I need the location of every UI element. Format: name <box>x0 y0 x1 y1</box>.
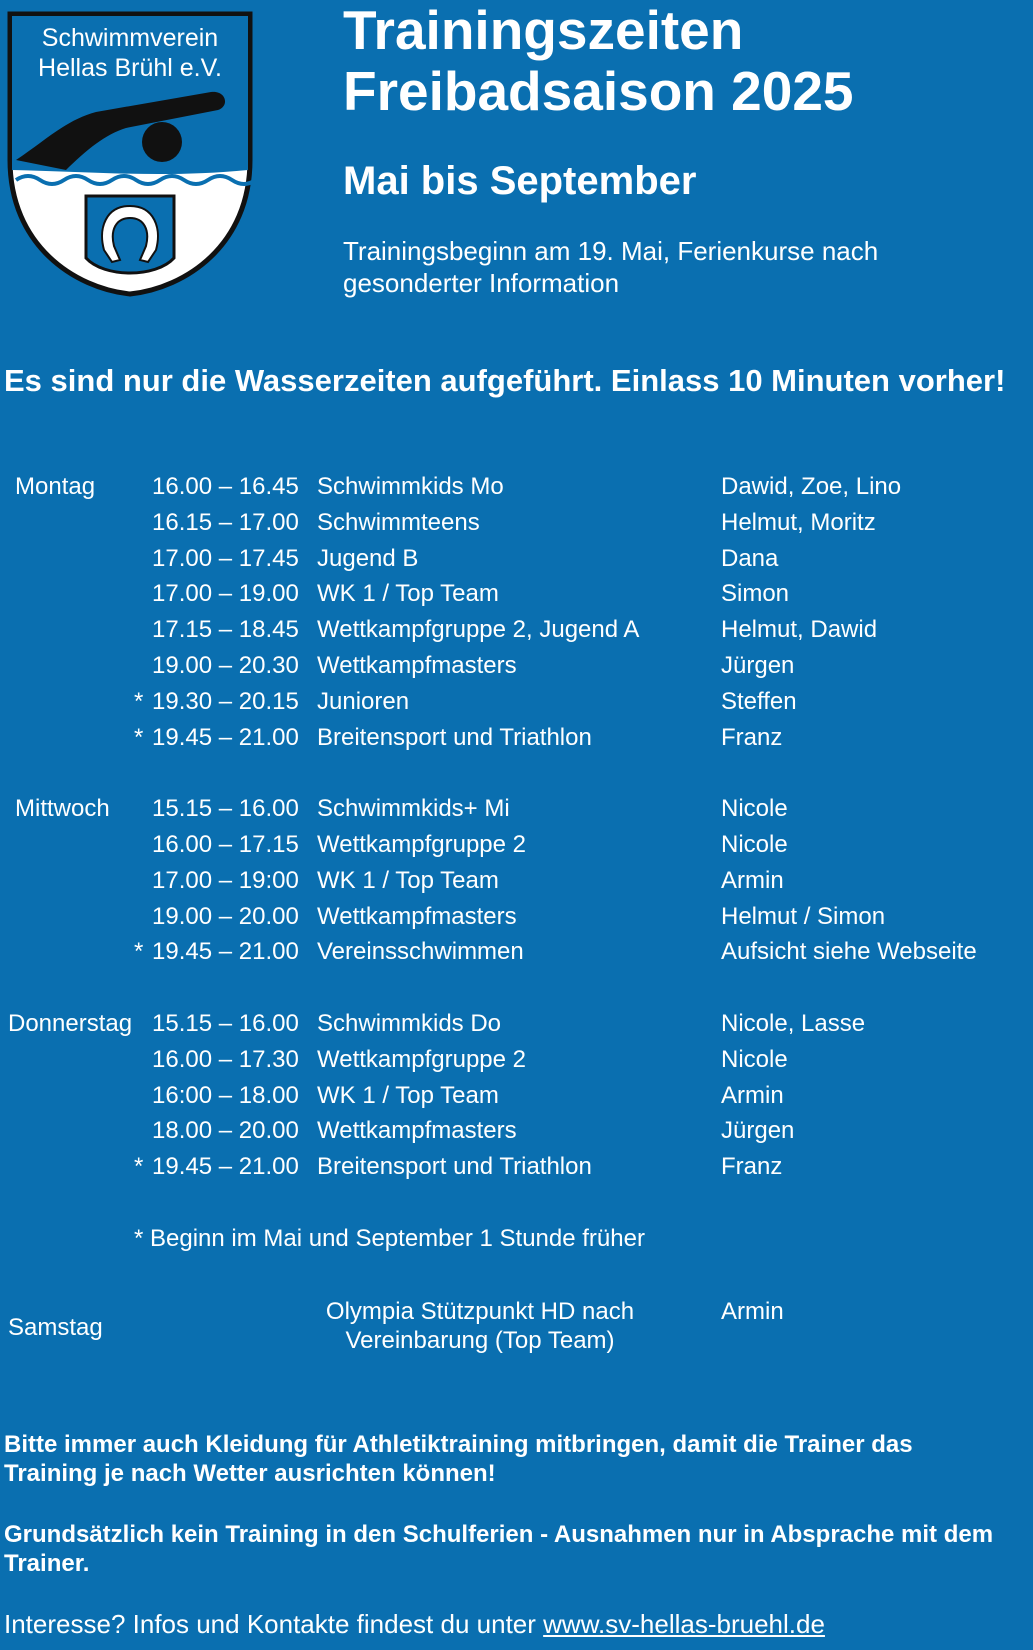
schedule-time: 19.00 – 20.00 <box>152 902 299 930</box>
intro-text: Trainingsbeginn am 19. Mai, Ferienkurse nach gesonderter Information <box>343 236 879 298</box>
schedule-row <box>0 1114 1033 1148</box>
schedule-trainer: Armin <box>721 866 784 894</box>
page-title <box>343 0 854 122</box>
schedule-group: Vereinsschwimmen <box>317 938 524 966</box>
water-times-notice: Es sind nur die Wasserzeiten aufgeführt. Einlass 10 Minuten vorher! <box>4 363 1006 398</box>
schedule-group: Wettkampfgruppe 2 <box>317 831 527 858</box>
schedule-trainer: Simon <box>721 580 790 608</box>
schedule-row <box>0 542 1033 576</box>
website-link[interactable]: www.sv-hellas-bruehl.de <box>543 1609 825 1639</box>
schedule-group: Junioren <box>317 687 410 715</box>
schedule-trainer: Dana <box>721 544 779 572</box>
schedule-row <box>0 685 1033 719</box>
schedule-trainer: Nicole <box>721 795 788 823</box>
schedule-group: WK 1 / Top Team <box>317 1081 499 1109</box>
schedule-star: * <box>134 687 144 715</box>
schedule-trainer: Jürgen <box>721 1117 795 1145</box>
schedule-group: Wettkampfgruppe 2, Jugend A <box>317 616 640 644</box>
schedule-time: 17.15 – 18.45 <box>152 616 299 644</box>
schedule-trainer: Steffen <box>721 687 797 715</box>
schedule-trainer: Aufsicht siehe Webseite <box>721 938 977 966</box>
schedule-time: 16:00 – 18.00 <box>152 1081 299 1109</box>
schedule-group: Wettkampfmasters <box>317 1117 517 1145</box>
schedule-row <box>0 1150 1033 1184</box>
schedule-row <box>0 828 1033 862</box>
schedule-group: Schwimmkids+ Mi <box>317 795 510 823</box>
schedule-row <box>0 1043 1033 1077</box>
schedule-star: * <box>134 723 144 751</box>
schedule-time: 19.45 – 21.00 <box>152 723 299 751</box>
schedule-group: Wettkampfmasters <box>317 902 517 930</box>
schedule-group: Wettkampfmasters <box>317 652 517 679</box>
school-holidays-note: Grundsätzlich kein Training in den Schulferien - Ausnahmen nur in Absprache mit dem Trainer. <box>4 1521 994 1577</box>
schedule-trainer: Helmut, Moritz <box>721 508 876 536</box>
schedule-time: 16.15 – 17.00 <box>152 508 299 536</box>
schedule-trainer: Dawid, Zoe, Lino <box>721 473 902 500</box>
schedule-row <box>0 1007 1033 1041</box>
schedule-row <box>0 1079 1033 1113</box>
schedule-time: 19.45 – 21.00 <box>152 938 299 966</box>
schedule-time: 19.00 – 20.30 <box>152 652 299 679</box>
schedule-time: 16.00 – 16.45 <box>152 473 299 500</box>
schedule-trainer: Franz <box>721 723 783 751</box>
page-subtitle: Mai bis September <box>343 159 697 203</box>
club-crest-logo <box>6 10 254 298</box>
schedule-group: Schwimmkids Mo <box>317 473 504 500</box>
schedule-time: 19.30 – 20.15 <box>152 687 299 715</box>
saturday-text-line1: Olympia Stützpunkt HD nach <box>325 1298 635 1325</box>
schedule-row <box>0 613 1033 647</box>
schedule-day: Montag <box>15 473 96 500</box>
schedule-trainer: Nicole <box>721 1045 788 1073</box>
saturday-day: Samstag <box>8 1314 103 1341</box>
schedule-time: 15.15 – 16.00 <box>152 795 299 823</box>
schedule-time: 17.00 – 17.45 <box>152 544 299 572</box>
schedule-row <box>0 577 1033 611</box>
schedule-trainer: Helmut / Simon <box>721 902 886 930</box>
saturday-text-line2: Vereinbarung (Top Team) <box>345 1327 615 1354</box>
schedule-time: 15.15 – 16.00 <box>152 1010 299 1037</box>
logo-text-line2: Hellas Brühl e.V. <box>38 54 222 82</box>
schedule-trainer: Nicole <box>721 831 788 858</box>
saturday-trainer: Armin <box>721 1298 784 1325</box>
schedule-time: 17.00 – 19.00 <box>152 580 299 608</box>
schedule-trainer: Nicole, Lasse <box>721 1010 866 1037</box>
title-line1: Trainingszeiten <box>343 0 744 61</box>
schedule-row <box>0 506 1033 540</box>
schedule-group: Schwimmteens <box>317 508 480 536</box>
schedule-time: 19.45 – 21.00 <box>152 1153 299 1181</box>
schedule-group: WK 1 / Top Team <box>317 866 499 894</box>
schedule-row <box>0 649 1033 683</box>
schedule-time: 16.00 – 17.15 <box>152 831 299 858</box>
saturday-text <box>317 1297 643 1355</box>
schedule-day: Donnerstag <box>8 1010 133 1037</box>
schedule-group: Wettkampfgruppe 2 <box>317 1045 527 1073</box>
title-line2: Freibadsaison 2025 <box>343 60 854 122</box>
schedule-trainer: Franz <box>721 1153 783 1181</box>
contact-line <box>4 1609 825 1640</box>
schedule-day: Mittwoch <box>15 795 110 823</box>
schedule-time: 18.00 – 20.00 <box>152 1117 299 1145</box>
footnote: * Beginn im Mai und September 1 Stunde früher <box>134 1225 645 1252</box>
schedule-group: WK 1 / Top Team <box>317 580 499 608</box>
athletics-note: Bitte immer auch Kleidung für Athletiktraining mitbringen, damit die Trainer das Training je nach Wetter ausrichten können! <box>4 1431 913 1487</box>
schedule-star: * <box>134 938 144 966</box>
schedule-row <box>0 935 1033 969</box>
schedule-row <box>0 864 1033 898</box>
schedule-group: Jugend B <box>317 544 419 572</box>
schedule-row <box>0 721 1033 755</box>
schedule-trainer: Jürgen <box>721 652 795 679</box>
schedule-group: Breitensport und Triathlon <box>317 1153 592 1181</box>
schedule-row <box>0 792 1033 826</box>
schedule-time: 17.00 – 19:00 <box>152 866 299 894</box>
logo-text-line1: Schwimmverein <box>41 24 219 52</box>
schedule-row <box>0 470 1033 504</box>
schedule-trainer: Armin <box>721 1081 784 1109</box>
schedule-group: Breitensport und Triathlon <box>317 723 592 751</box>
contact-text: Interesse? Infos und Kontakte findest du unter <box>4 1609 544 1639</box>
schedule-group: Schwimmkids Do <box>317 1010 502 1037</box>
schedule-row <box>0 900 1033 934</box>
schedule-trainer: Helmut, Dawid <box>721 616 878 644</box>
schedule-time: 16.00 – 17.30 <box>152 1045 299 1073</box>
schedule-star: * <box>134 1153 144 1181</box>
